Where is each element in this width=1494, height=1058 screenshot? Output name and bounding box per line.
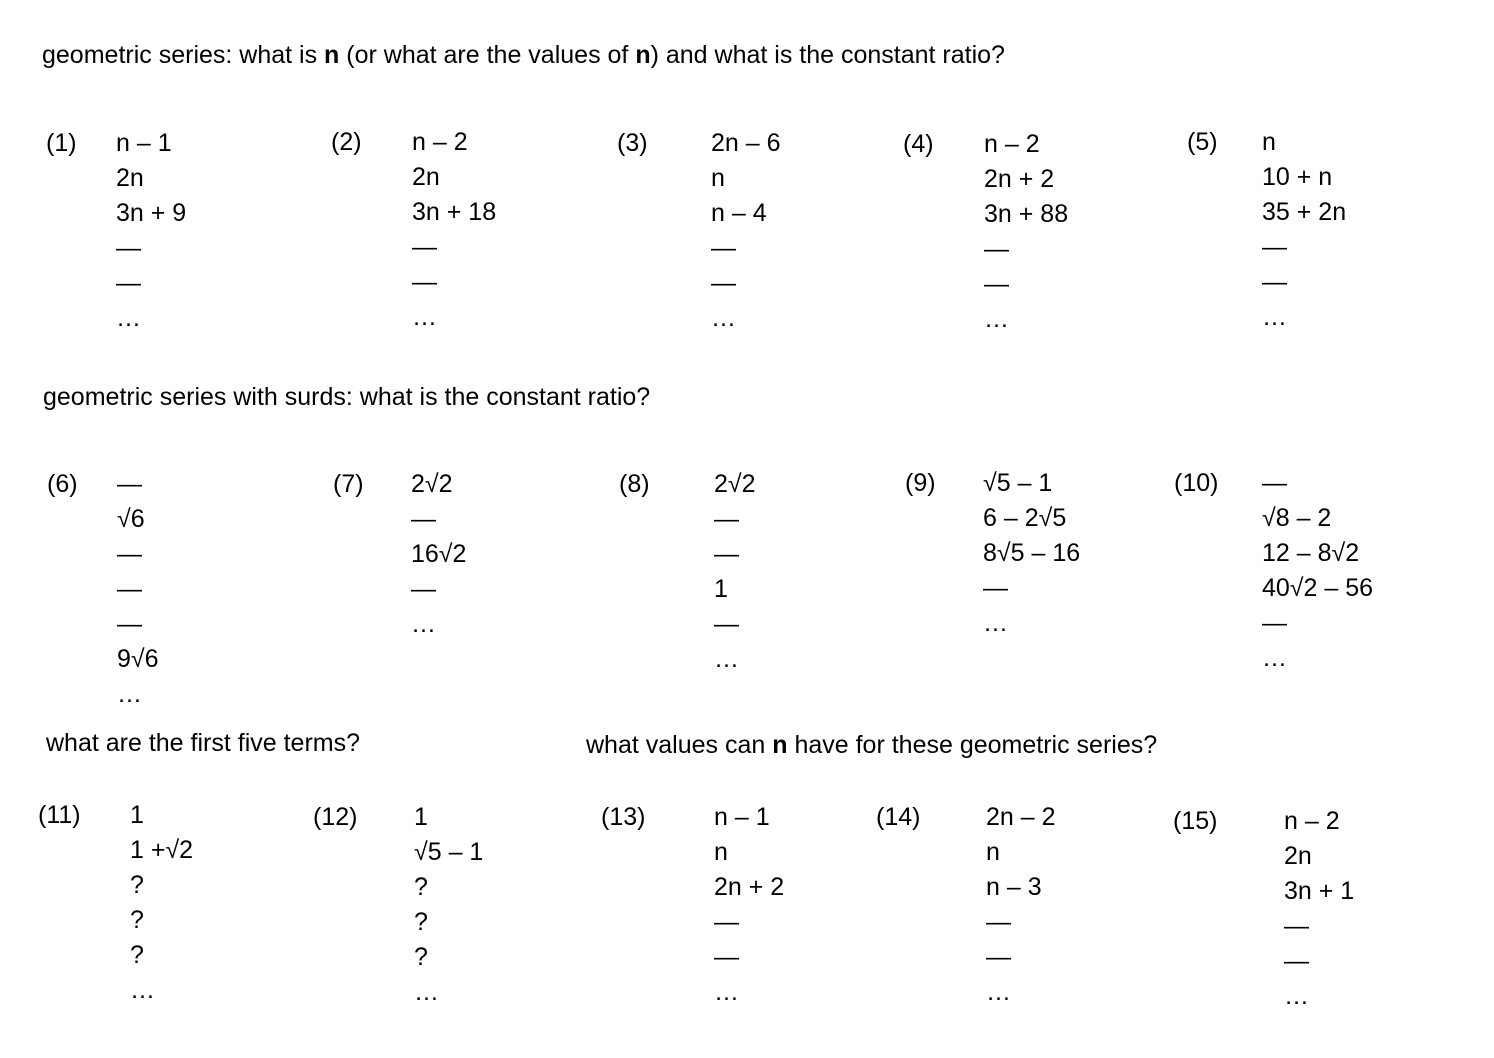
series-term: 2n – 2 bbox=[986, 803, 1056, 831]
series-term: — bbox=[1284, 947, 1309, 975]
series-term: √5 – 1 bbox=[983, 469, 1053, 497]
series-term: n bbox=[986, 838, 1000, 866]
series-term: … bbox=[714, 645, 739, 673]
term-list bbox=[711, 128, 781, 338]
series-term: — bbox=[714, 908, 739, 936]
problem-number: (11) bbox=[38, 801, 81, 829]
heading-first-five-terms bbox=[46, 728, 360, 758]
series-term: ? bbox=[130, 906, 144, 934]
problem-number: (3) bbox=[617, 129, 648, 157]
term-list bbox=[714, 469, 756, 679]
series-term: 2n bbox=[116, 164, 144, 192]
variable-n: n bbox=[772, 731, 788, 759]
series-term: — bbox=[1262, 233, 1287, 261]
series-term: n – 3 bbox=[986, 873, 1042, 901]
series-term: 35 + 2n bbox=[1262, 198, 1347, 226]
series-term: n – 2 bbox=[412, 128, 468, 156]
series-term: … bbox=[1262, 303, 1287, 331]
problem-number: (14) bbox=[876, 803, 921, 831]
series-term: — bbox=[117, 470, 142, 498]
variable-n: n bbox=[324, 41, 340, 69]
series-term: … bbox=[983, 609, 1008, 637]
series-term: n bbox=[1262, 128, 1276, 156]
series-term: n bbox=[714, 838, 728, 866]
series-term: ? bbox=[414, 873, 428, 901]
series-term: … bbox=[116, 304, 141, 332]
series-term: √8 – 2 bbox=[1262, 504, 1332, 532]
series-term: — bbox=[986, 908, 1011, 936]
series-term: — bbox=[117, 610, 142, 638]
series-term: n – 2 bbox=[984, 130, 1040, 158]
heading-n-and-ratio bbox=[42, 40, 1005, 70]
term-list bbox=[1284, 806, 1354, 1016]
series-term: … bbox=[711, 304, 736, 332]
series-term: … bbox=[130, 976, 155, 1004]
series-term: 8√5 – 16 bbox=[983, 539, 1081, 567]
series-term: — bbox=[1262, 609, 1287, 637]
problem-number: (9) bbox=[905, 469, 936, 497]
heading-text: ) and what is the constant ratio? bbox=[650, 41, 1005, 69]
heading-text: what are the first five terms? bbox=[46, 729, 361, 757]
term-list bbox=[714, 802, 784, 1012]
series-term: 1 bbox=[714, 575, 728, 603]
series-term: — bbox=[714, 505, 739, 533]
term-list bbox=[986, 802, 1056, 1012]
variable-n: n bbox=[635, 41, 651, 69]
series-term: 16√2 bbox=[411, 540, 467, 568]
series-term: … bbox=[1284, 982, 1309, 1010]
term-list bbox=[983, 468, 1080, 643]
series-term: — bbox=[986, 943, 1011, 971]
series-term: — bbox=[411, 575, 436, 603]
term-list bbox=[411, 469, 466, 644]
series-term: … bbox=[414, 978, 439, 1006]
series-term: … bbox=[986, 978, 1011, 1006]
series-term: 40√2 – 56 bbox=[1262, 574, 1374, 602]
series-term: √5 – 1 bbox=[414, 838, 484, 866]
series-term: — bbox=[411, 505, 436, 533]
series-term: 1 bbox=[414, 803, 428, 831]
problem-number: (2) bbox=[331, 128, 362, 156]
term-list bbox=[414, 802, 483, 1012]
series-term: … bbox=[117, 680, 142, 708]
heading-values-of-n bbox=[586, 730, 1157, 760]
series-term: — bbox=[1284, 912, 1309, 940]
series-term: n – 1 bbox=[714, 803, 770, 831]
series-term: — bbox=[711, 269, 736, 297]
term-list bbox=[116, 128, 186, 338]
heading-text: have for these geometric series? bbox=[787, 731, 1158, 759]
problem-number: (8) bbox=[619, 470, 650, 498]
series-term: — bbox=[711, 234, 736, 262]
term-list bbox=[412, 127, 496, 337]
series-term: 2n + 2 bbox=[984, 165, 1055, 193]
heading-text: what values can bbox=[586, 731, 773, 759]
series-term: ? bbox=[414, 943, 428, 971]
series-term: … bbox=[984, 305, 1009, 333]
problem-number: (5) bbox=[1187, 128, 1218, 156]
term-list bbox=[117, 469, 159, 714]
series-term: 3n + 88 bbox=[984, 200, 1069, 228]
term-list bbox=[1262, 468, 1373, 678]
series-term: 2n + 2 bbox=[714, 873, 785, 901]
series-term: — bbox=[412, 268, 437, 296]
series-term: — bbox=[984, 270, 1009, 298]
series-term: — bbox=[1262, 469, 1287, 497]
series-term: 2n – 6 bbox=[711, 129, 781, 157]
series-term: — bbox=[714, 943, 739, 971]
series-term: n – 1 bbox=[116, 129, 172, 157]
series-term: 2√2 bbox=[411, 470, 453, 498]
series-term: 12 – 8√2 bbox=[1262, 539, 1360, 567]
series-term: 3n + 1 bbox=[1284, 877, 1355, 905]
series-term: ? bbox=[414, 908, 428, 936]
series-term: 3n + 18 bbox=[412, 198, 497, 226]
term-list bbox=[984, 129, 1068, 339]
series-term: n bbox=[711, 164, 725, 192]
series-term: — bbox=[117, 575, 142, 603]
problem-number: (7) bbox=[333, 470, 364, 498]
series-term: — bbox=[984, 235, 1009, 263]
series-term: ? bbox=[130, 871, 144, 899]
series-term: … bbox=[714, 978, 739, 1006]
series-term: √6 bbox=[117, 505, 145, 533]
series-term: … bbox=[1262, 644, 1287, 672]
problem-number: (4) bbox=[903, 130, 934, 158]
series-term: — bbox=[983, 574, 1008, 602]
heading-surds-ratio bbox=[43, 382, 650, 412]
series-term: n – 4 bbox=[711, 199, 767, 227]
series-term: — bbox=[116, 269, 141, 297]
problem-number: (13) bbox=[601, 803, 646, 831]
series-term: 6 – 2√5 bbox=[983, 504, 1067, 532]
term-list bbox=[130, 800, 193, 1010]
series-term: 3n + 9 bbox=[116, 199, 187, 227]
series-term: — bbox=[1262, 268, 1287, 296]
problem-number: (10) bbox=[1174, 469, 1219, 497]
series-term: — bbox=[117, 540, 142, 568]
series-term: 1 +√2 bbox=[130, 836, 194, 864]
series-term: — bbox=[714, 540, 739, 568]
series-term: — bbox=[116, 234, 141, 262]
series-term: 10 + n bbox=[1262, 163, 1333, 191]
term-list bbox=[1262, 127, 1346, 337]
series-term: — bbox=[412, 233, 437, 261]
series-term: — bbox=[714, 610, 739, 638]
series-term: n – 2 bbox=[1284, 807, 1340, 835]
series-term: 2n bbox=[1284, 842, 1312, 870]
series-term: 1 bbox=[130, 801, 144, 829]
heading-text: (or what are the values of bbox=[339, 41, 636, 69]
series-term: 2√2 bbox=[714, 470, 756, 498]
series-term: 2n bbox=[412, 163, 440, 191]
heading-text: geometric series: what is bbox=[42, 41, 325, 69]
series-term: … bbox=[412, 303, 437, 331]
problem-number: (12) bbox=[313, 803, 358, 831]
problem-number: (1) bbox=[46, 129, 77, 157]
series-term: … bbox=[411, 610, 436, 638]
series-term: 9√6 bbox=[117, 645, 159, 673]
heading-text: geometric series with surds: what is the constant ratio? bbox=[43, 383, 651, 411]
problem-number: (6) bbox=[47, 470, 78, 498]
series-term: ? bbox=[130, 941, 144, 969]
problem-number: (15) bbox=[1173, 807, 1218, 835]
